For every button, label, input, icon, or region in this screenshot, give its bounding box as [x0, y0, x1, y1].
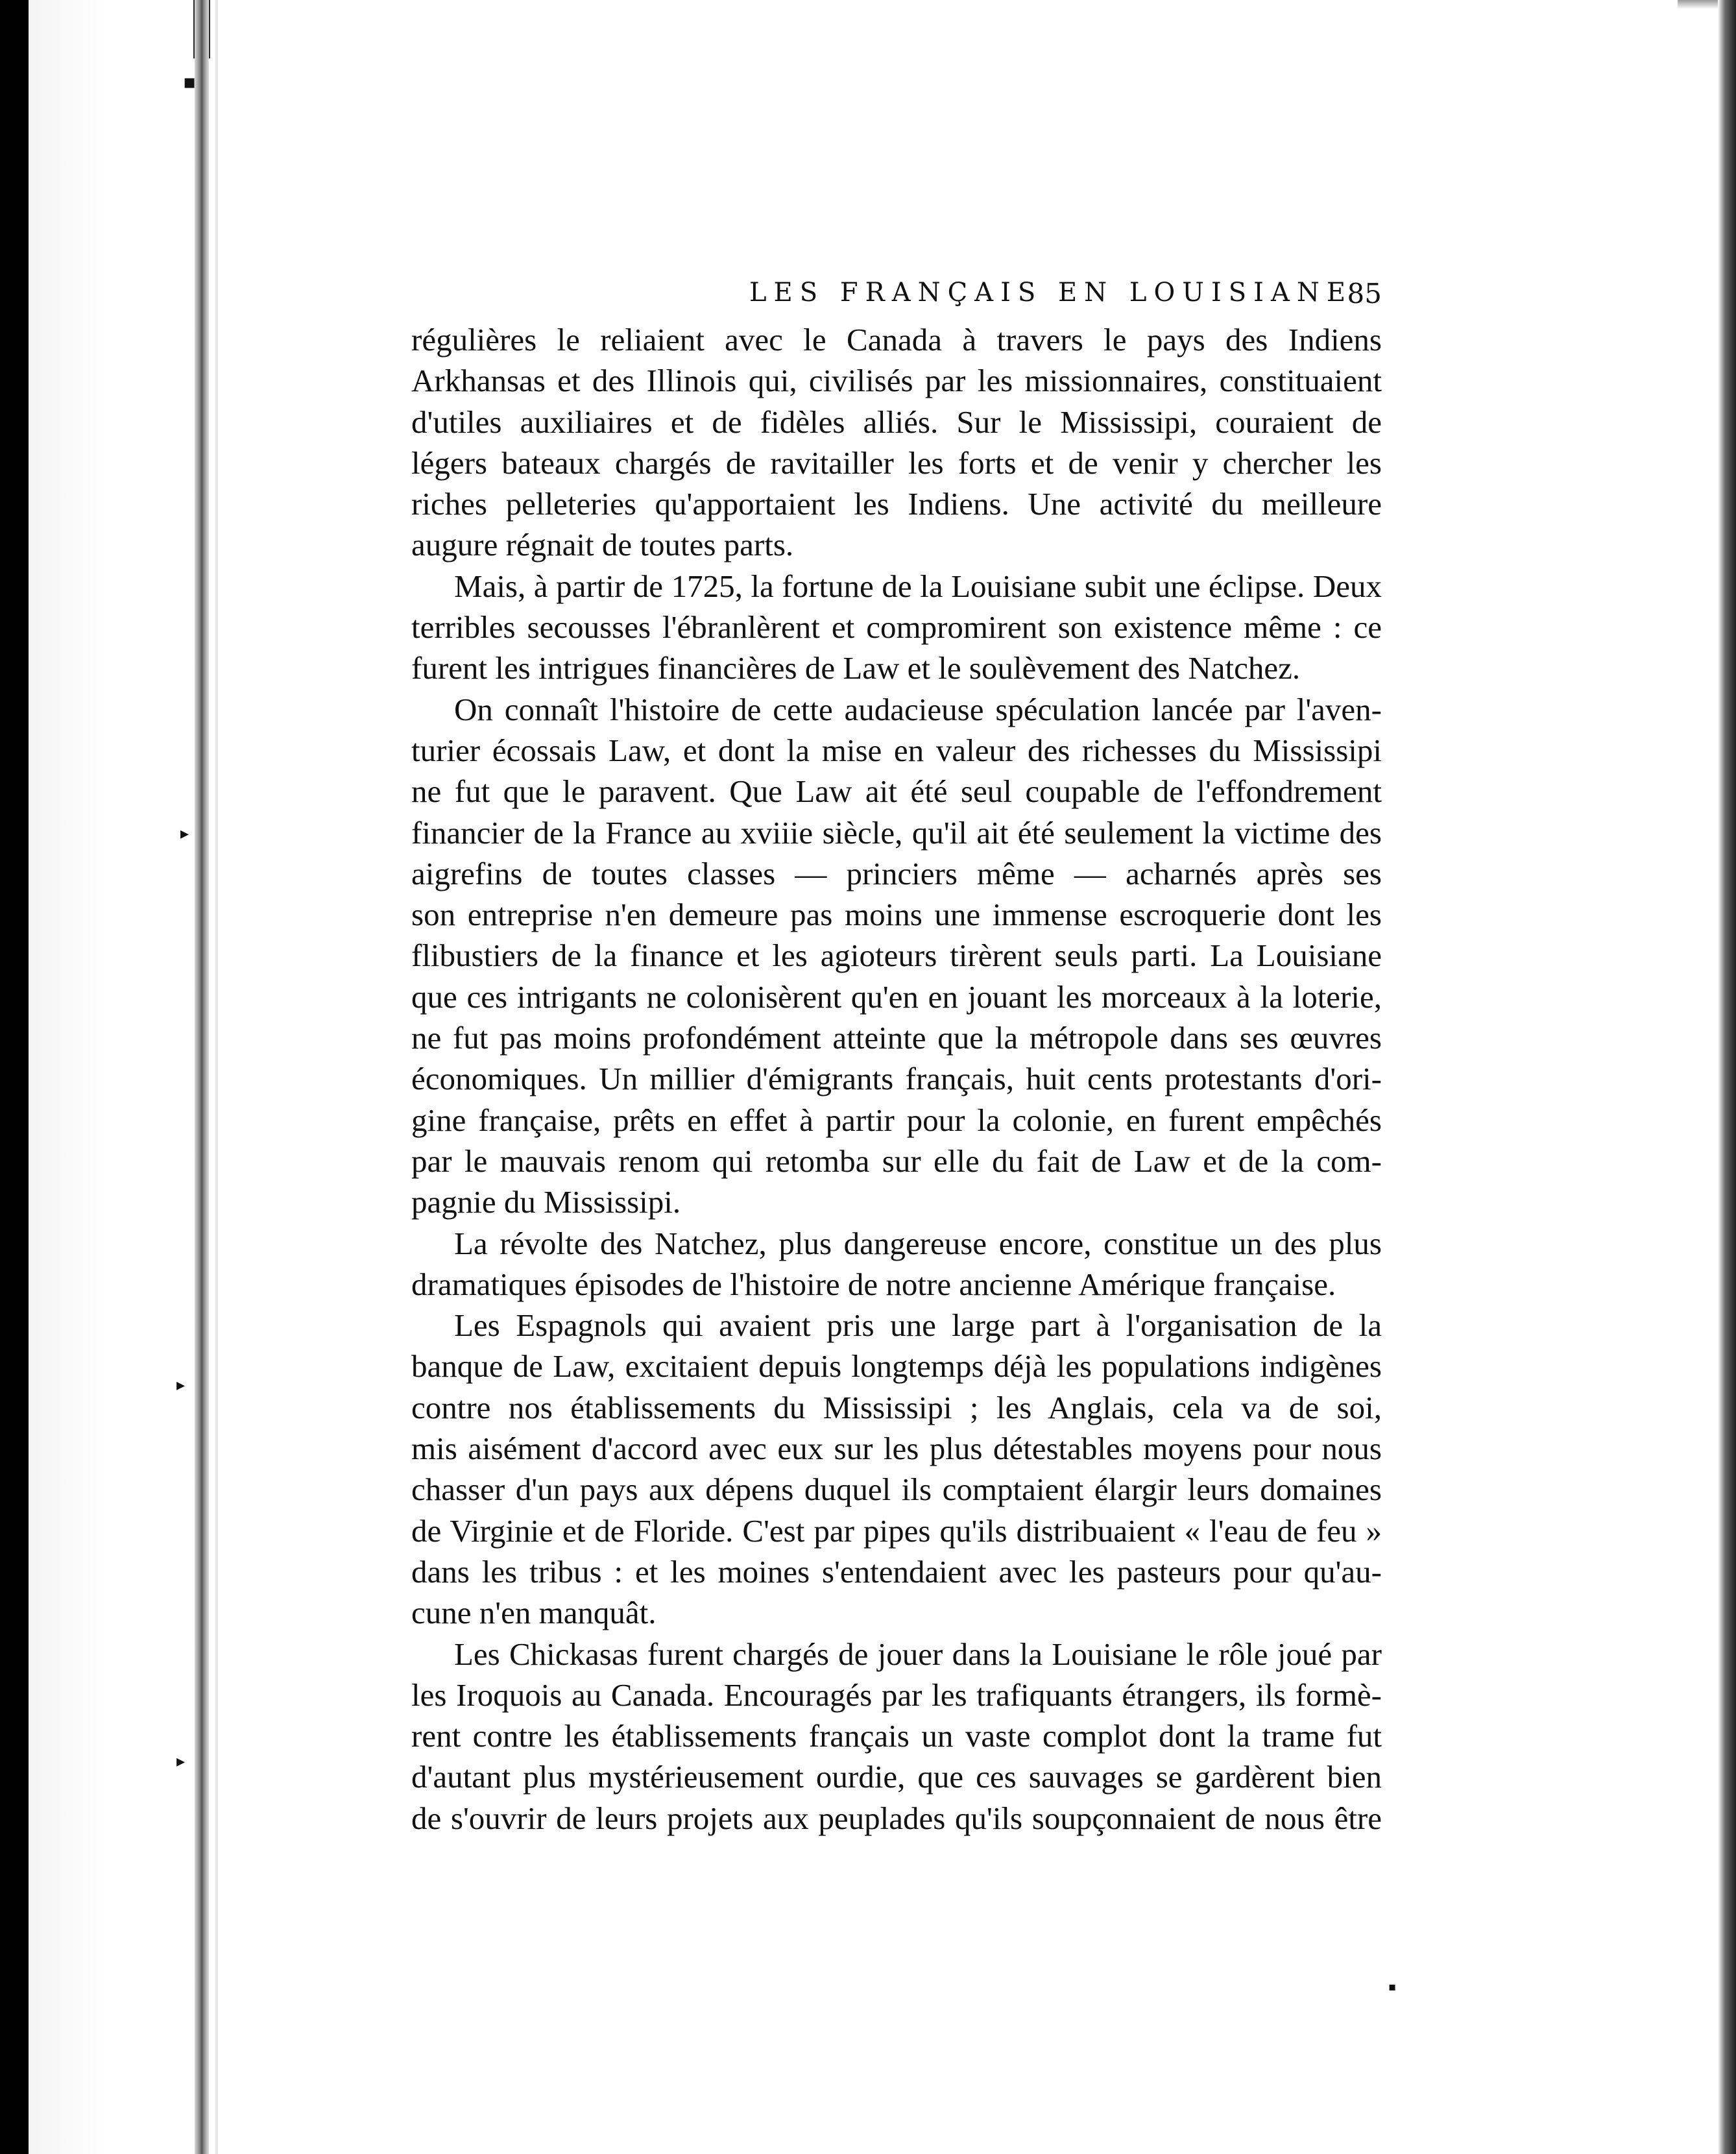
paragraph	[411, 1634, 1382, 1839]
text-line: cune n'en manquât.	[411, 1595, 657, 1631]
text-line: d'autant plus mystérieusement ourdie, que ces sauvages se gardèrent bien	[411, 1759, 1382, 1795]
text-line: légers bateaux chargés de ravitailler les forts et de venir y chercher les	[411, 444, 1382, 481]
text-line: Arkhansas et des Illinois qui, civilisés par les missionnaires, constituaient	[411, 363, 1382, 399]
text-line: Mais, à partir de 1725, la fortune de la Louisiane subit une éclipse. Deux	[454, 568, 1382, 604]
text-line: les Iroquois au Canada. Encouragés par les trafiquants étrangers, ils formè-	[411, 1676, 1382, 1713]
binding-shadow	[0, 0, 29, 2154]
scan-speck: ▸	[176, 1752, 186, 1771]
text-line: mis aisément d'accord avec eux sur les plus détestables moyens pour nous	[411, 1431, 1382, 1467]
text-line: Les Chickasas furent chargés de jouer dans la Louisiane le rôle joué par	[454, 1636, 1382, 1672]
text-line: dans les tribus : et les moines s'entendaient avec les pasteurs pour qu'au-	[411, 1553, 1382, 1590]
text-line: économiques. Un millier d'émigrants français, huit cents protestants d'ori-	[411, 1061, 1382, 1097]
running-title: LES FRANÇAIS EN LOUISIANE	[749, 278, 1353, 308]
text-line: terribles secousses l'ébranlèrent et compromirent son existence même : ce	[411, 609, 1382, 646]
scan-speck: ▸	[180, 824, 189, 843]
text-line: gine française, prêts en effet à partir pour la colonie, en furent empêchés	[411, 1102, 1382, 1138]
paragraph	[411, 689, 1382, 1223]
text-line: financier de la France au xviiie siècle, qu'il ait été seulement la victime des	[411, 814, 1382, 851]
text-line: par le mauvais renom qui retomba sur elle du fait de Law et de la com-	[411, 1143, 1382, 1179]
paragraph	[411, 1223, 1382, 1305]
text-line: contre nos établissements du Mississipi ; les Anglais, cela va de soi,	[411, 1389, 1382, 1425]
scan-speck: ▪	[183, 71, 197, 93]
text-line: chasser d'un pays aux dépens duquel ils comptaient élargir leurs domaines	[411, 1471, 1382, 1508]
text-line: La révolte des Natchez, plus dangereuse encore, constitue un des plus	[454, 1225, 1382, 1261]
page-number: 85	[1347, 278, 1382, 309]
page-right-edge	[1718, 0, 1736, 2154]
scan-speck: ▪	[1388, 1980, 1397, 1994]
text-line: régulières le reliaient avec le Canada à travers le pays des Indiens	[411, 322, 1382, 357]
scan-speck: ▸	[176, 1375, 186, 1395]
text-line: de s'ouvrir de leurs projets aux peuplades qu'ils soupçonnaient de nous être	[411, 1800, 1382, 1836]
text-line: rent contre les établissements français un vaste complot dont la trame fut	[411, 1718, 1382, 1754]
paragraph	[411, 1305, 1382, 1633]
page-fold-line	[195, 0, 209, 2154]
text-line: riches pelleteries qu'apportaient les Indiens. Une activité du meilleure	[411, 486, 1382, 522]
text-line: d'utiles auxiliaires et de fidèles alliés. Sur le Mississipi, couraient de	[411, 404, 1382, 440]
text-line: banque de Law, excitaient depuis longtemps déjà les populations indigènes	[411, 1348, 1382, 1385]
text-line: son entreprise n'en demeure pas moins une immense escroquerie dont les	[411, 897, 1382, 933]
text-line: flibustiers de la finance et les agioteurs tirèrent seuls parti. La Louisiane	[411, 938, 1382, 974]
body-text	[411, 319, 1382, 1839]
binding-fade	[29, 0, 106, 2154]
text-line: Les Espagnols qui avaient pris une large part à l'organisation de la	[454, 1307, 1382, 1344]
text-line: turier écossais Law, et dont la mise en valeur des richesses du Mississipi	[411, 732, 1382, 768]
paragraph	[411, 319, 1382, 566]
text-line: que ces intrigants ne colonisèrent qu'en en jouant les morceaux à la loterie,	[411, 978, 1382, 1015]
text-line: pagnie du Mississipi.	[411, 1184, 681, 1220]
paragraph	[411, 566, 1382, 689]
text-line: dramatiques épisodes de l'histoire de notre ancienne Amérique française.	[411, 1266, 1336, 1302]
text-line: de Virginie et de Floride. C'est par pipes qu'ils distribuaient « l'eau de feu »	[411, 1512, 1382, 1549]
text-line: On connaît l'histoire de cette audacieuse spéculation lancée par l'aven-	[454, 691, 1382, 727]
text-line: furent les intrigues financières de Law et le soulèvement des Natchez.	[411, 650, 1301, 686]
text-line: aigrefins de toutes classes — princiers même — acharnés après ses	[411, 855, 1382, 891]
page-inner-edge	[215, 0, 218, 2154]
text-line: ne fut pas moins profondément atteinte que la métropole dans ses œuvres	[411, 1020, 1382, 1056]
text-line: ne fut que le paravent. Que Law ait été seul coupable de l'effondrement	[411, 773, 1382, 810]
text-line: augure régnait de toutes parts.	[411, 527, 794, 563]
